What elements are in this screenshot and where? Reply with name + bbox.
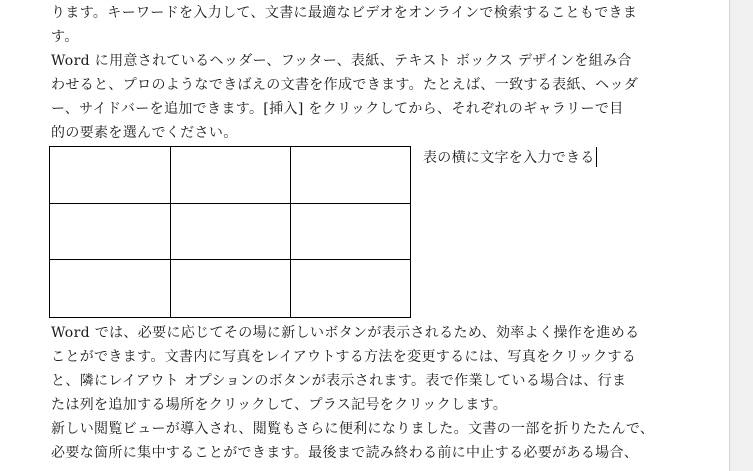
table-side-text[interactable] <box>423 147 597 168</box>
table-cell[interactable] <box>50 204 171 260</box>
body-text-line[interactable]: わせると、プロのようなできばえの文書を作成できます。たとえば、一致する表紙、ヘッダ <box>51 77 639 93</box>
table-cell[interactable] <box>291 204 411 260</box>
table-cell[interactable] <box>171 260 291 318</box>
table-cell[interactable] <box>291 260 411 318</box>
table-side-text-content[interactable]: 表の横に文字を入力できる <box>423 150 595 166</box>
body-text-line[interactable]: たは列を追加する場所をクリックして、プラス記号をクリックします。 <box>51 397 508 413</box>
text-cursor <box>596 147 597 167</box>
body-text-line[interactable]: 的の要素を選んでください。 <box>51 125 238 141</box>
table-row <box>50 204 411 260</box>
table-row <box>50 147 411 204</box>
body-text-line[interactable]: と、隣にレイアウト オプションのボタンが表示されます。表で作業している場合は、行ま <box>51 373 627 389</box>
body-text-line[interactable]: Word では、必要に応じてその場に新しいボタンが表示されるため、効率よく操作を進める <box>51 325 640 341</box>
body-text-line[interactable]: 必要な箇所に集中することができます。最後まで読み終わる前に中止する必要がある場合、 <box>51 445 639 461</box>
body-text-line[interactable]: ことができます。文書内に写真をレイアウトする方法を変更するには、写真をクリックする <box>51 349 637 365</box>
table-cell[interactable] <box>50 147 171 204</box>
body-text-line[interactable]: ー、サイドバーを追加できます。[挿入] をクリックしてから、それぞれのギャラリーで目 <box>51 101 624 117</box>
table-cell[interactable] <box>291 147 411 204</box>
body-text-line[interactable]: 新しい閲覧ビューが導入され、閲覧もさらに便利になりました。文書の一部を折りたたんで、 <box>51 421 655 437</box>
table-row <box>50 260 411 318</box>
table-cell[interactable] <box>171 147 291 204</box>
body-text-line[interactable]: Word に用意されているヘッダー、フッター、表紙、テキスト ボックス デザインを組み合 <box>51 53 632 69</box>
page-margin-area <box>729 0 753 471</box>
document-table[interactable] <box>49 146 411 318</box>
table-cell[interactable] <box>50 260 171 318</box>
table-cell[interactable] <box>171 204 291 260</box>
body-text-line[interactable]: ります。キーワードを入力して、文書に最適なビデオをオンラインで検索することもできま <box>51 5 638 21</box>
body-text-line[interactable]: す。 <box>51 29 79 45</box>
